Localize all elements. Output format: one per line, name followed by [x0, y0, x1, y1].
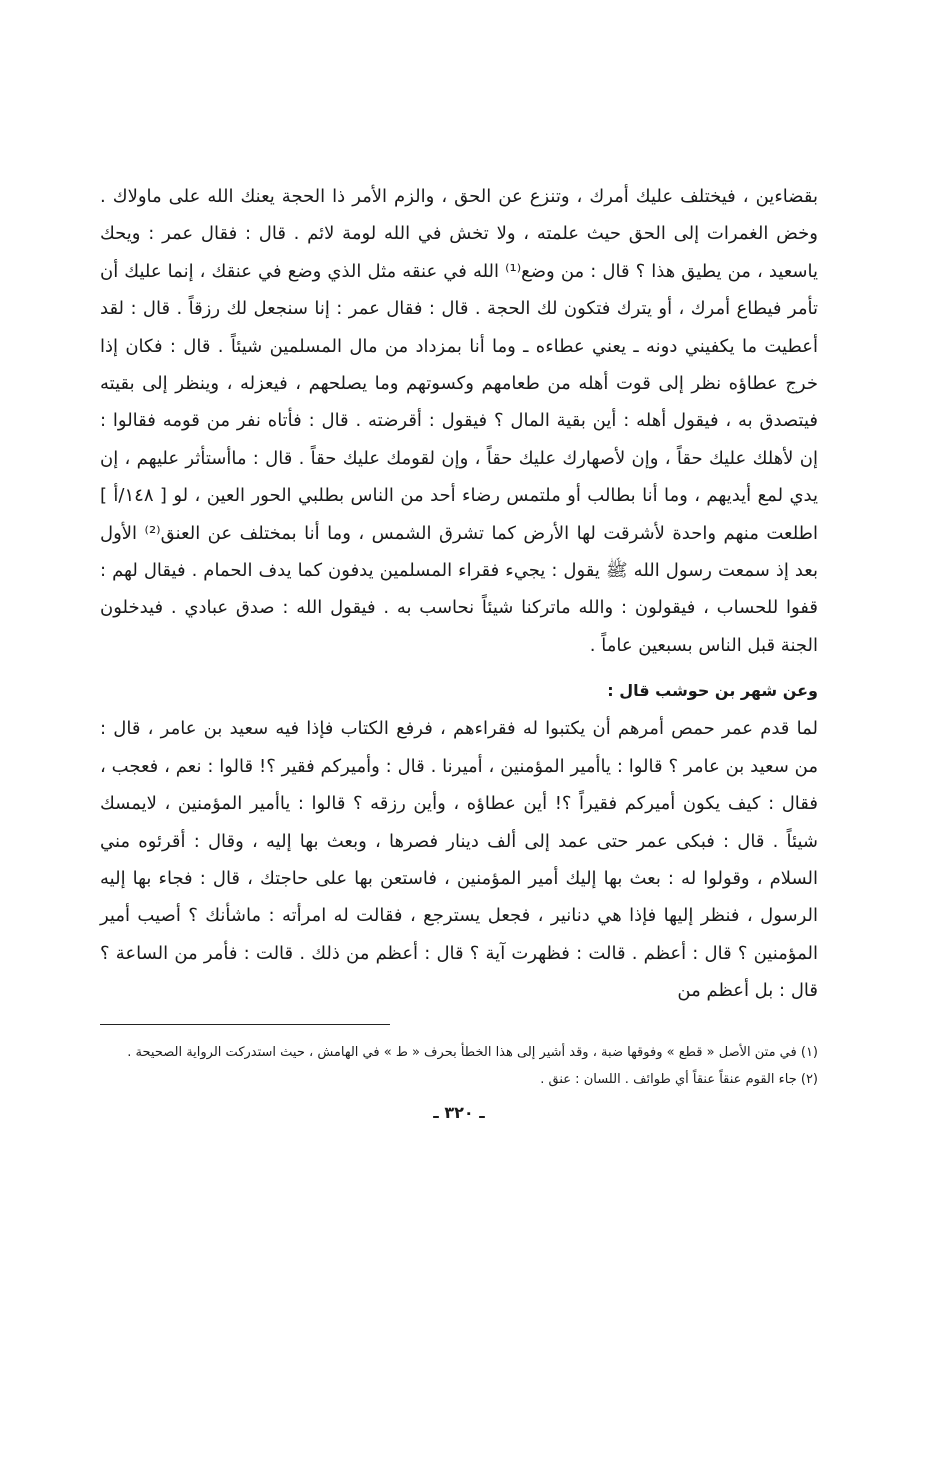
book-page: [100, 178, 818, 1122]
section-paragraph: لما قدم عمر حمص أمرهم أن يكتبوا له فقراءهم ، فرفع الكتاب فإذا فيه سعيد بن عامر ، قال : من سعيد بن عامر ؟ قالوا : ياأمير المؤمنين ، أميرنا . قال : وأميركم فقير ؟! قالوا : نعم ، فعجب ، فقال : كيف يكون أميركم فقيراً ؟! أين عطاؤه ، وأين رزقه ؟ قالوا : ياأمير المؤمنين ، لايمسك شيئاً . قال : فبكى عمر حتى عمد إلى ألف دينار فصرها ، وبعث بها إليه ، وقال : أقرئوه مني السلام ، وقولوا له : بعث بها إليك أمير المؤمنين ، فاستعن بها على حاجتك ، قال : فجاء بها إليه الرسول ، فنظر إليها فإذا هي دنانير ، فجعل يسترجع ، فقالت له امرأته : ماشأنك ؟ أصيب أمير المؤمنين ؟ قال : أعظم . قالت : فظهرت آية ؟ قال : أعظم من ذلك . قالت : فأمر من الساعة ؟ قال : بل أعظم من: [100, 718, 818, 1002]
page-number: ـ ٣٢٠ ـ: [433, 1102, 485, 1122]
footnotes: [100, 1039, 818, 1093]
footnote-1: (١) في متن الأصل « قطع » وفوقها ضبة ، وقد أشير إلى هذا الخطأ بحرف « ط » في الهامش ، حيث استدركت الرواية الصحيحة .: [127, 1044, 818, 1060]
footnote-2: (٢) جاء القوم عنقاً عنقاً أي طوائف . اللسان : عنق .: [540, 1071, 818, 1087]
footnote-divider: [100, 1024, 390, 1025]
section-heading: وعن شهر بن حوشب قال :: [607, 681, 818, 701]
body-paragraph: بقضاءين ، فيختلف عليك أمرك ، وتنزع عن الحق ، والزم الأمر ذا الحجة يعنك الله على ماولاك . وخض الغمرات إلى الحق حيث علمته ، ولا تخش في الله لومة لائم . قال : فقال عمر : ويحك ياسعيد ، من يطيق هذا ؟ قال : من وضع⁽¹⁾ الله في عنقه مثل الذي وضع في عنقك ، إنما عليك أن تأمر فيطاع أمرك ، أو يترك فتكون لك الحجة . قال : فقال عمر : إنا سنجعل لك رزقاً . قال : لقد أعطيت ما يكفيني دونه ـ يعني عطاءه ـ وما أنا بمزداد من مال المسلمين شيئاً . قال : فكان إذا خرج عطاؤه نظر إلى قوت أهله من طعامهم وكسوتهم وما يصلحهم ، فيعزله ، وينظر إلى بقيته فيتصدق به ، فيقول أهله : أين بقية المال ؟ فيقول : أقرضته . قال : فأتاه نفر من قومه فقالوا : إن لأهلك عليك حقاً ، وإن لأصهارك عليك حقاً ، وإن لقومك عليك حقاً . قال : ماأستأثر عليهم ، إن يدي لمع أيديهم ، وما أنا بطالب أو ملتمس رضاء أحد من الناس بطلبي الحور العين ، لو [ ١٤٨/أ ] اطلعت منهم واحدة لأشرقت لها الأرض كما تشرق الشمس ، وما أنا بمختلف عن العنق⁽²⁾ الأول بعد إذ سمعت رسول الله ﷺ يقول : يجيء فقراء المسلمين يدفون كما يدف الحمام . فيقال لهم : قفوا للحساب ، فيقولون : والله ماتركنا شيئاً نحاسب به . فيقول الله : صدق عبادي . فيدخلون الجنة قبل الناس بسبعين عاماً .: [100, 186, 819, 656]
